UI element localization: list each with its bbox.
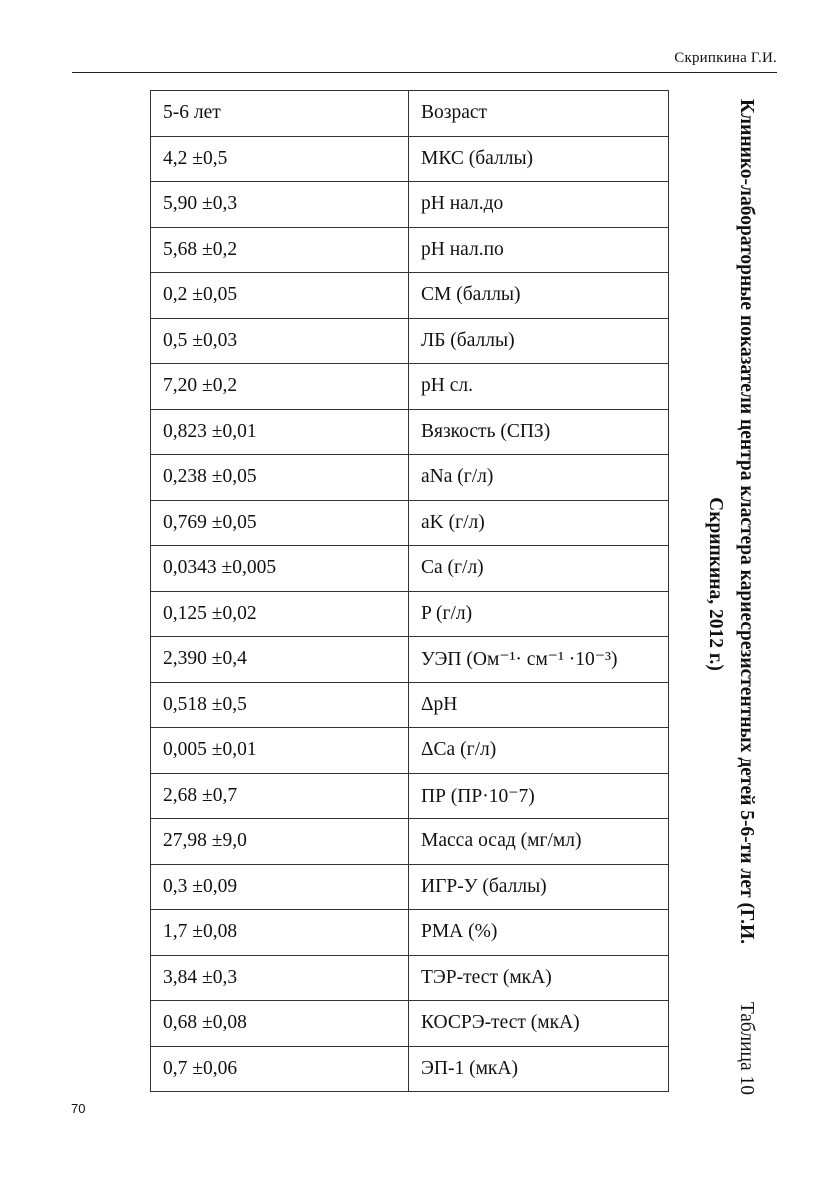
value-cell: 5,68 ±0,2: [151, 227, 409, 273]
parameter-cell: P (г/л): [409, 591, 669, 637]
parameter-cell: МКС (баллы): [409, 136, 669, 182]
table-body: [151, 91, 669, 1092]
parameter-cell: pH нал.до: [409, 182, 669, 228]
parameter-cell: aNa (г/л): [409, 455, 669, 501]
caption-label: Таблица 10: [736, 1001, 757, 1095]
parameter-cell: Масса осад (мг/мл): [409, 819, 669, 865]
parameter-cell: РМА (%): [409, 910, 669, 956]
caption-title-continued: Скрипкина, 2012 г.): [705, 497, 726, 671]
value-cell: 2,68 ±0,7: [151, 773, 409, 819]
table-row: [151, 409, 669, 455]
table-row: [151, 637, 669, 683]
value-cell: 0,7 ±0,06: [151, 1046, 409, 1092]
table-row: [151, 819, 669, 865]
value-cell: 1,7 ±0,08: [151, 910, 409, 956]
parameter-cell: УЭП (Ом⁻¹· см⁻¹ ·10⁻³): [409, 637, 669, 683]
table-row: [151, 273, 669, 319]
table-row: [151, 91, 669, 137]
parameter-cell: Ca (г/л): [409, 546, 669, 592]
parameter-cell: ИГР-У (баллы): [409, 864, 669, 910]
table-row: [151, 728, 669, 774]
table-row: [151, 955, 669, 1001]
clinical-data-table: [150, 90, 669, 1092]
parameter-cell: Возраст: [409, 91, 669, 137]
value-cell: 0,0343 ±0,005: [151, 546, 409, 592]
value-cell: 0,5 ±0,03: [151, 318, 409, 364]
table-row: [151, 682, 669, 728]
parameter-cell: pH нал.по: [409, 227, 669, 273]
parameter-cell: ЭП-1 (мкА): [409, 1046, 669, 1092]
value-cell: 7,20 ±0,2: [151, 364, 409, 410]
table-row: [151, 500, 669, 546]
table-row: [151, 182, 669, 228]
parameter-cell: СМ (баллы): [409, 273, 669, 319]
value-cell: 0,005 ±0,01: [151, 728, 409, 774]
value-cell: 27,98 ±9,0: [151, 819, 409, 865]
parameter-cell: ΔpH: [409, 682, 669, 728]
header-rule: [72, 72, 777, 73]
value-cell: 0,823 ±0,01: [151, 409, 409, 455]
value-cell: 0,68 ±0,08: [151, 1001, 409, 1047]
table-row: [151, 364, 669, 410]
parameter-cell: ЛБ (баллы): [409, 318, 669, 364]
parameter-cell: Вязкость (СПЗ): [409, 409, 669, 455]
value-cell: 5,90 ±0,3: [151, 182, 409, 228]
table-row: [151, 227, 669, 273]
table-row: [151, 773, 669, 819]
parameter-cell: ΔCa (г/л): [409, 728, 669, 774]
caption-line-1: [731, 99, 762, 1099]
table-caption: [700, 99, 762, 1099]
value-cell: 0,518 ±0,5: [151, 682, 409, 728]
value-cell: 3,84 ±0,3: [151, 955, 409, 1001]
caption-title: Клинико-лабораторные показатели центра кластера кариесрезистентных детей 5-6-ти лет (Г.И.: [736, 99, 757, 945]
parameter-cell: КОСРЭ-тест (мкА): [409, 1001, 669, 1047]
value-cell: 4,2 ±0,5: [151, 136, 409, 182]
value-cell: 0,2 ±0,05: [151, 273, 409, 319]
table-row: [151, 910, 669, 956]
table-row: [151, 455, 669, 501]
table-row: [151, 546, 669, 592]
parameter-cell: aK (г/л): [409, 500, 669, 546]
running-head: Скрипкина Г.И.: [674, 50, 777, 66]
table-row: [151, 1001, 669, 1047]
value-cell: 0,238 ±0,05: [151, 455, 409, 501]
page-number: 70: [71, 1101, 86, 1116]
value-cell: 5-6 лет: [151, 91, 409, 137]
value-cell: 0,769 ±0,05: [151, 500, 409, 546]
parameter-cell: pH сл.: [409, 364, 669, 410]
value-cell: 2,390 ±0,4: [151, 637, 409, 683]
parameter-cell: ПР (ПР·10⁻7): [409, 773, 669, 819]
table-row: [151, 136, 669, 182]
table-row: [151, 1046, 669, 1092]
parameter-cell: ТЭР-тест (мкА): [409, 955, 669, 1001]
value-cell: 0,3 ±0,09: [151, 864, 409, 910]
value-cell: 0,125 ±0,02: [151, 591, 409, 637]
table-row: [151, 591, 669, 637]
table-row: [151, 864, 669, 910]
table-row: [151, 318, 669, 364]
